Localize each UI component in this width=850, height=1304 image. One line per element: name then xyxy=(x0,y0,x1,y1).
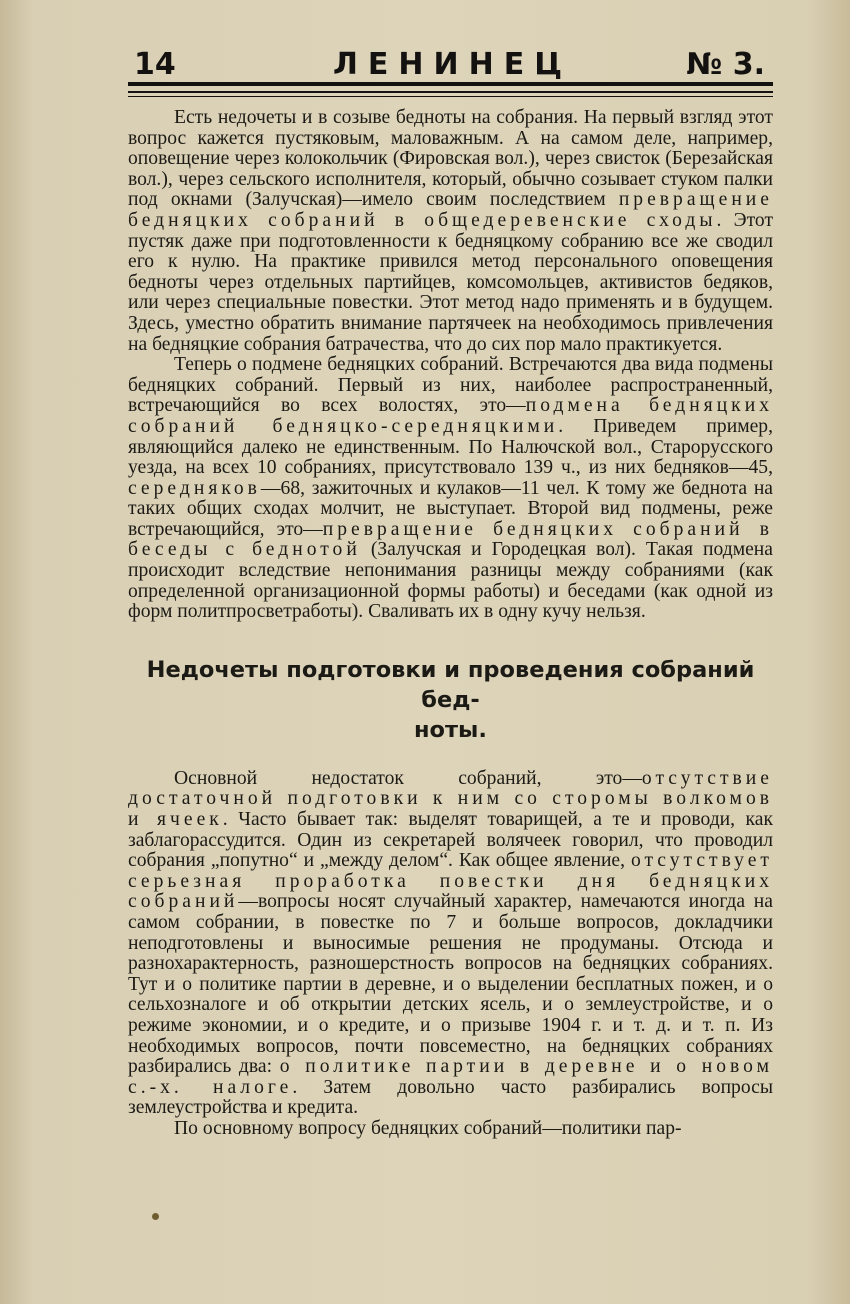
header-rule-thick xyxy=(128,82,773,86)
header-rule-thin xyxy=(128,96,773,97)
paragraph-convening: Есть недочеты и в созыве бедноты на собрания. На первый взгляд этот вопрос кажется пустяковым, маловажным. А на самом деле, например, оповещение через колокольчик (Фировская вол.), через свисток (Березайская вол.), через сельского исполнителя, который, обычно созывает стуком палки под окнами (Залучская)—имело своим последствием превращение бедняцких собраний в общедеревенские сходы. Этот пустяк даже при подготовленности к бедняцкому собранию все же сводил его к нулю. На практике привился метод персонального оповещения бедноты через отдельных партийцев, комсомольцев, активистов бедяков, или через специальные повестки. Этот метод надо применять и в будущем. Здесь, уместно обратить внимание партячеек на необходимось привлечения на бедняцкие собрания батрачества, что до сих пор мало практикуется. xyxy=(128,107,774,355)
page-header xyxy=(128,48,773,82)
newspaper-title: ЛЕНИНЕЦ xyxy=(333,47,573,82)
section-gap xyxy=(128,745,773,769)
paragraph-continued: По основному вопросу бедняцких собраний—политики пар- xyxy=(174,1117,682,1139)
emphasis-text: середняков xyxy=(128,477,261,499)
paragraph-substitution: Теперь о подмене бедняцких собраний. Встречаются два вида подмены бедняцких собраний. Первый из них, наиболее распространенный, встречающийся во всех волостях, это—подмена бедняцких собраний бедняцко-середняцкими. Приведем пример, являющийся далеко не единственным. По Налючской вол., Старорусского уезда, на всех 10 собраниях, присутствовало 139 ч., из них бедняков—45, середняков—68, зажиточных и кулаков—11 чел. К тому же беднота на таких общих сходах молчит, не выступает. Второй вид подмены, реже встречающийся, это—превращение бедняцких собраний в беседы с беднотой (Залучская и Городецкая вол). Такая подмена происходит вследствие непонимания разницы между собраниями (как определенной организационной формы работы) и беседами (как одной из форм политпросветработы). Сваливать их в одну кучу нельзя. xyxy=(128,354,773,623)
emphasis-text: отсутствует серьезная проработка повестки дня бедняцких собраний xyxy=(128,850,773,913)
emphasis-text: о политике партии в деревне и о новом с.-х. налоге xyxy=(128,1056,773,1098)
section-heading: Недочеты подготовки и проведения собраний бед- ноты. xyxy=(146,656,755,743)
ink-spot xyxy=(152,1213,159,1220)
emphasis-text: подмена бедняцких собраний бедняцко-середняцкими xyxy=(128,395,773,437)
article-body xyxy=(128,108,773,1140)
emphasis-text: отсутствие достаточной подготовки к ним со сторомы волкомов и ячеек xyxy=(128,767,773,831)
emphasis-text: превращение бедняцких собраний в беседы с беднотой xyxy=(128,518,773,561)
paragraph-main-shortcoming: Основной недостаток собраний, это—отсутствие достаточной подготовки к ним со сторомы волкомов и ячеек. Часто бывает так: выделят товарищей, а те и проводи, как заблагорассудится. Один из секретарей волячеек говорил, что проводил собрания „попутно“ и „между делом“. Как общее явление, отсутствует серьезная проработка повестки дня бедняцких собраний—вопросы носят случайный характер, намечаются иногда на самом собрании, в повестке по 7 и больше вопросов, докладчики неподготовлены и выносимые решения не продуманы. Отсюда и разнохарактерность, разношерстность вопросов на бедняцких собраниях. Тут и о политике партии в деревне, и о выделении бесплатных пожен, и о сельхозналоге и об открытии детских ясель, и о землеустройстве, и о режиме экономии, и о кредите, и о призыве 1904 г. и т. д. и т. п. Из необходимых вопросов, почти повсеместно, на бедняцких собраниях разбирались два: о политике партии в деревне и о новом с.-х. налоге. Затем довольно часто разбирались вопросы землеустройства и кредита. xyxy=(128,767,774,1119)
page-number: 14 xyxy=(134,47,176,82)
issue-number: № 3. xyxy=(686,47,765,82)
header-rule-middle xyxy=(128,91,773,93)
emphasis-text: превращение бедняцких собраний в общедеревенские сходы xyxy=(128,189,773,231)
